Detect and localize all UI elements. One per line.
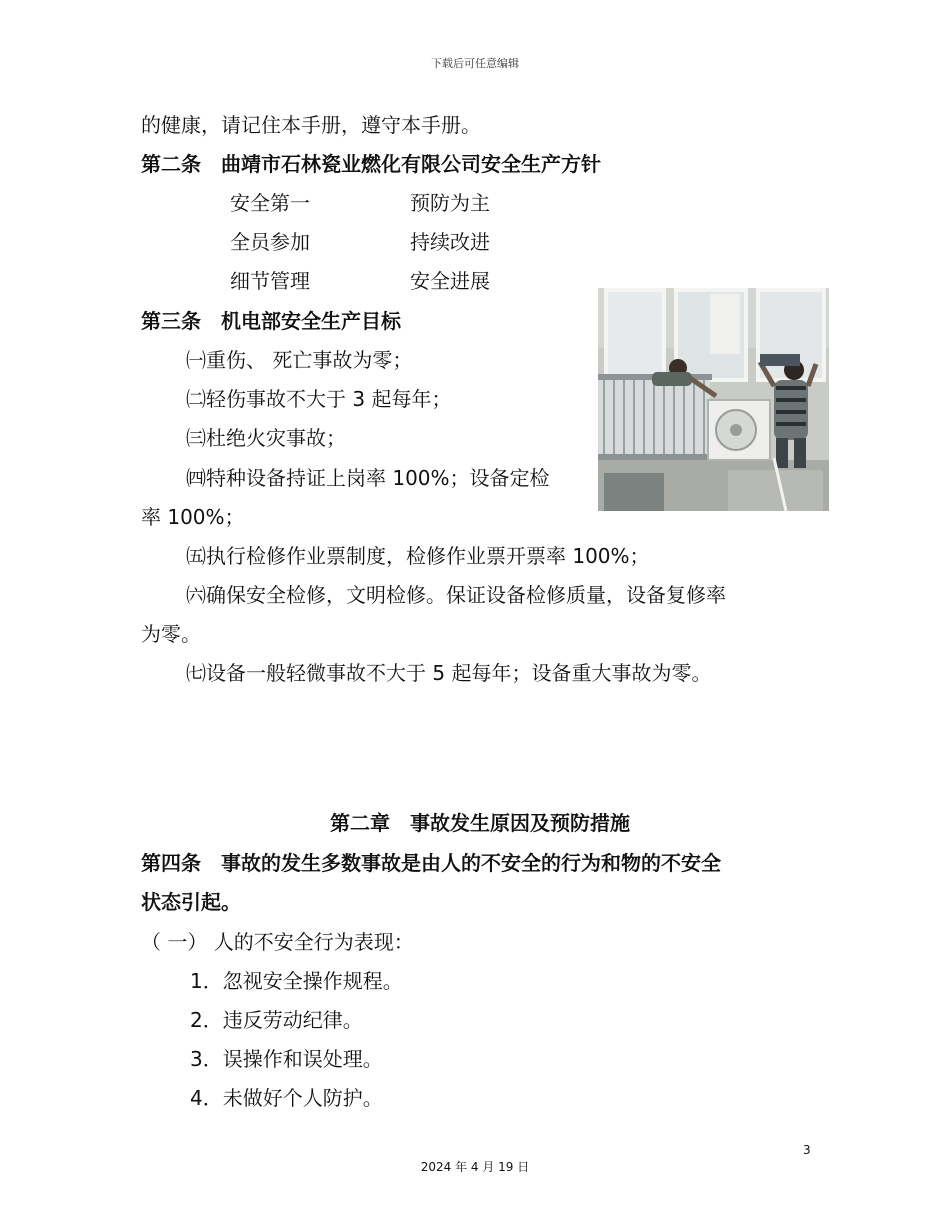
policy-item: 细节管理 — [230, 269, 310, 293]
list-item: 3．误操作和误处理。 — [190, 1047, 383, 1071]
list-item: 4．未做好个人防护。 — [190, 1086, 383, 1110]
goal-item: ㈡轻伤事故不大于 3 起每年； — [186, 387, 452, 411]
goal-item: ㈠重伤、 死亡事故为零； — [186, 348, 413, 372]
policy-item: 持续改进 — [410, 230, 490, 254]
policy-item: 全员参加 — [230, 230, 310, 254]
policy-item: 预防为主 — [410, 191, 490, 215]
page-header: 下载后可任意编辑 — [431, 57, 519, 70]
goal-item: ㈦设备一般轻微事故不大于 5 起每年；设备重大事故为零。 — [186, 661, 712, 685]
paragraph-line: 的健康，请记住本手册，遵守本手册。 — [141, 113, 481, 137]
page-number: 3 — [803, 1143, 811, 1157]
goal-item: ㈥确保安全检修，文明检修。保证设备检修质量，设备复修率 — [186, 583, 726, 607]
goal-item: ㈢杜绝火灾事故； — [186, 426, 346, 450]
safety-photo — [598, 288, 829, 511]
goal-item: ㈣特种设备持证上岗率 100%；设备定检 — [186, 466, 550, 490]
goal-item-continued: 率 100%； — [141, 505, 245, 529]
footer-date: 2024 年 4 月 19 日 — [420, 1160, 530, 1174]
article-4-title-continued: 状态引起。 — [141, 890, 241, 914]
list-item: 2．违反劳动纪律。 — [190, 1008, 363, 1032]
policy-item: 安全第一 — [230, 191, 310, 215]
list-item: 1．忽视安全操作规程。 — [190, 969, 403, 993]
article-4-title: 第四条 事故的发生多数事故是由人的不安全的行为和物的不安全 — [141, 851, 721, 875]
goal-item: ㈤执行检修作业票制度，检修作业票开票率 100%； — [186, 544, 650, 568]
section-heading: （ 一） 人的不安全行为表现： — [141, 930, 414, 954]
article-2-title: 第二条 曲靖市石林瓷业燃化有限公司安全生产方针 — [141, 152, 601, 176]
policy-item: 安全进展 — [410, 269, 490, 293]
goal-item-continued: 为零。 — [141, 622, 201, 646]
chapter-title: 第二章 事故发生原因及预防措施 — [330, 811, 630, 835]
article-3-title: 第三条 机电部安全生产目标 — [141, 309, 401, 333]
